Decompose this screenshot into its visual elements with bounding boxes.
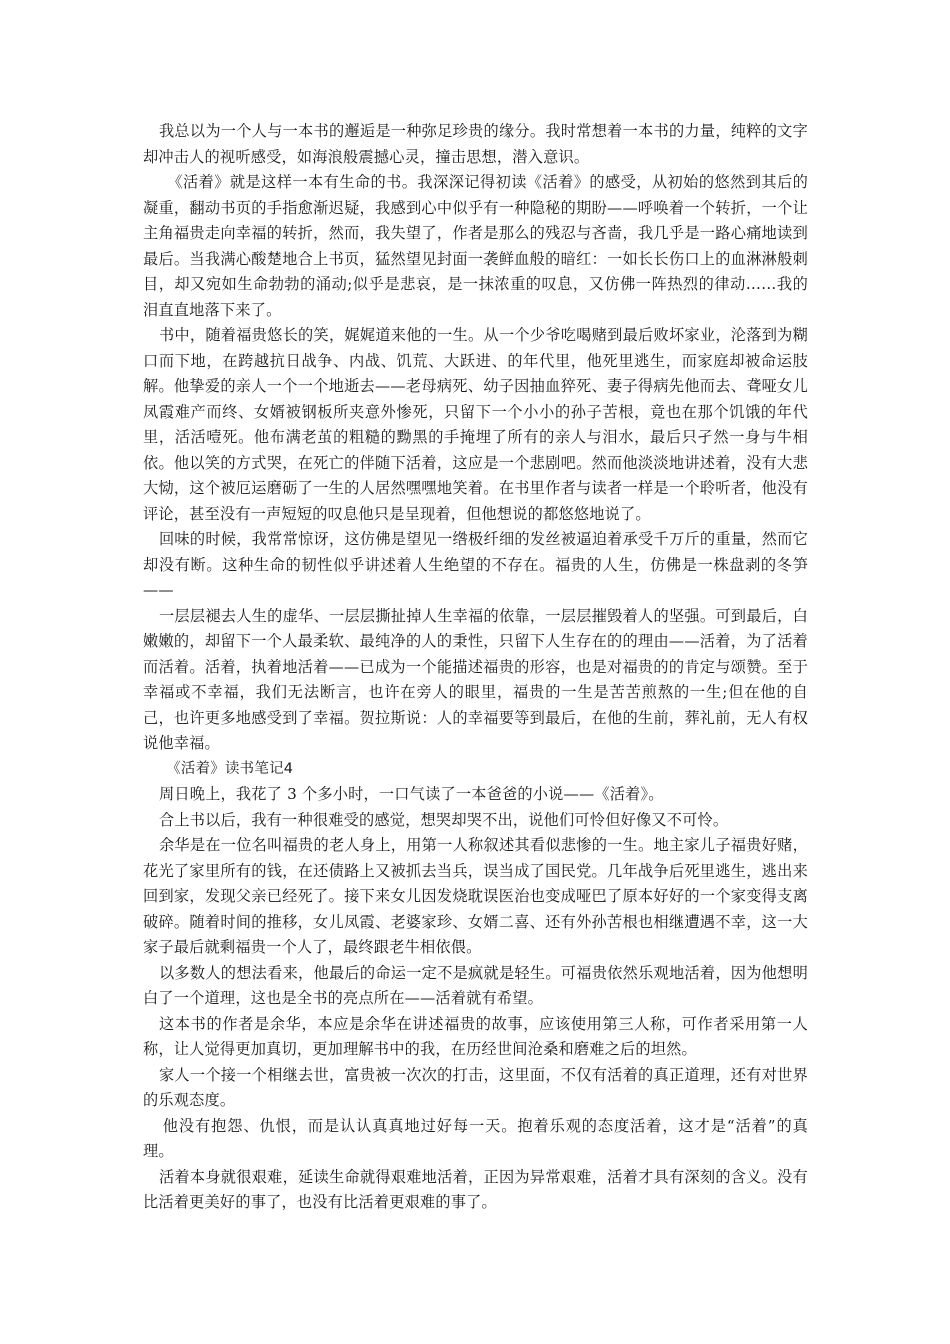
paragraph-hope: 以多数人的想法看来，他最后的命运一定不是疯就是轻生。可福贵依然乐观地活着，因为他想明白了一个道理，这也是全书的亮点所在——活着就有希望。: [143, 963, 808, 1007]
paragraph-story-summary: 书中，随着福贵悠长的笑，娓娓道来他的一生。从一个少爷吃喝赌到最后败坏家业，沦落到为糊口而下地，在跨越抗日战争、内战、饥荒、大跃进、的年代里，他死里逃生，而家庭却被命运肢解。他挚爱的亲人一个一个地逝去——老母病死、幼子因抽血猝死、妻子得病先他而去、聋哑女儿凤霞难产而终、女婿被钢板所夹意外惨死，只留下一个小小的孙子苦根，竟也在那个饥饿的年代里，活活噎死。他布满老茧的粗糙的黝黑的手掩埋了所有的亲人与泪水，最后只孑然一身与牛相依。他以笑的方式哭，在死亡的伴随下活着，这应是一个悲剧吧。然而他淡淡地讲述着，没有大悲大恸，这个被厄运磨砺了一生的人居然嘿嘿地笑着。在书里作者与读者一样是一个聆听者，他没有评论，甚至没有一声短短的叹息他只是呈现着，但他想说的都悠悠地说了。: [143, 326, 808, 523]
paragraph-reflection: 回味的时候，我常常惊讶，这仿佛是望见一绺极纤细的发丝被逼迫着承受千万斤的重量，然而它却没有断。这种生命的韧性似乎讲述着人生绝望的不存在。福贵的人生，仿佛是一株盘剥的冬笋——: [143, 530, 808, 599]
document-body: [143, 119, 808, 1216]
paragraph-no-complaint: 他没有抱怨、仇恨，而是认认真真地过好每一天。抱着乐观的态度活着，这才是“活着”的真理。: [143, 1116, 808, 1160]
paragraph-feeling: 合上书以后，我有一种很难受的感觉，想哭却哭不出，说他们可怜但好像又不可怜。: [158, 810, 729, 829]
section-heading: 《活着》读书笔记4: [166, 760, 294, 777]
paragraph-intro: 我总以为一个人与一本书的邂逅是一种弥足珍贵的缘分。我时常想着一本书的力量，纯粹的文字却冲击人的视听感受，如海浪般震撼心灵，撞击思想，潜入意识。: [143, 122, 808, 166]
paragraph-conclusion: 活着本身就很艰难，延读生命就得艰难地活着，正因为异常艰难，活着才具有深刻的含义。没有比活着更美好的事了，也没有比活着更艰难的事了。: [143, 1167, 808, 1211]
paragraph-sunday: 周日晚上，我花了 3 个多小时，一口气读了一本爸爸的小说——《活着》。: [158, 785, 664, 803]
paragraph-layers: 一层层褪去人生的虚华、一层层撕扯掉人生幸福的依靠，一层层摧毁着人的坚强。可到最后，白嫩嫩的，却留下一个人最柔软、最纯净的人的秉性，只留下人生存在的的理由——活着，为了活着而活着。活着，执着地活着——已成为一个能描述福贵的形容，也是对福贵的的肯定与颂赞。至于幸福或不幸福，我们无法断言，也许在旁人的眼里，福贵的一生是苦苦煎熬的一生;但在他的自己，也许更多地感受到了幸福。贺拉斯说：人的幸福要等到最后，在他的生前，葬礼前，无人有权说他幸福。: [143, 606, 808, 752]
paragraph-plot: 余华是在一位名叫福贵的老人身上，用第一人称叙述其看似悲惨的一生。地主家儿子福贵好赌，花光了家里所有的钱，在还债路上又被抓去当兵，误当成了国民党。几年战争后死里逃生，逃出来回到家，发现父亲已经死了。接下来女儿因发烧耽误医治也变成哑巴了原本好好的一个家变得支离破碎。随着时间的推移，女儿凤霞、老婆家珍、女婿二喜、还有外孙苦根也相继遭遇不幸，这一大家子最后就剩福贵一个人了，最终跟老牛相依偎。: [143, 836, 808, 956]
paragraph-first-reading: 《活着》就是这样一本有生命的书。我深深记得初读《活着》的感受，从初始的悠然到其后的凝重，翻动书页的手指愈渐迟疑，我感到心中似乎有一种隐秘的期盼——呼唤着一个转折，一个让主角福贵走向幸福的转折，然而，我失望了，作者是那么的残忍与吝啬，我几乎是一路心痛地读到最后。当我满心酸楚地合上书页，猛然望见封面一袭鲜血般的暗红：一如长长伤口上的血淋淋般刺目，却又宛如生命勃勃的涌动;似乎是悲哀，是一抹浓重的叹息，又仿佛一阵热烈的律动……我的泪直直地落下来了。: [143, 173, 808, 319]
paragraph-optimism: 家人一个接一个相继去世，富贵被一次次的打击，这里面，不仅有活着的真正道理，还有对世界的乐观态度。: [143, 1065, 808, 1109]
paragraph-narration: 这本书的作者是余华，本应是余华在讲述福贵的故事，应该使用第三人称，可作者采用第一人称，让人觉得更加真切，更加理解书中的我，在历经世间沧桑和磨难之后的坦然。: [143, 1014, 808, 1058]
